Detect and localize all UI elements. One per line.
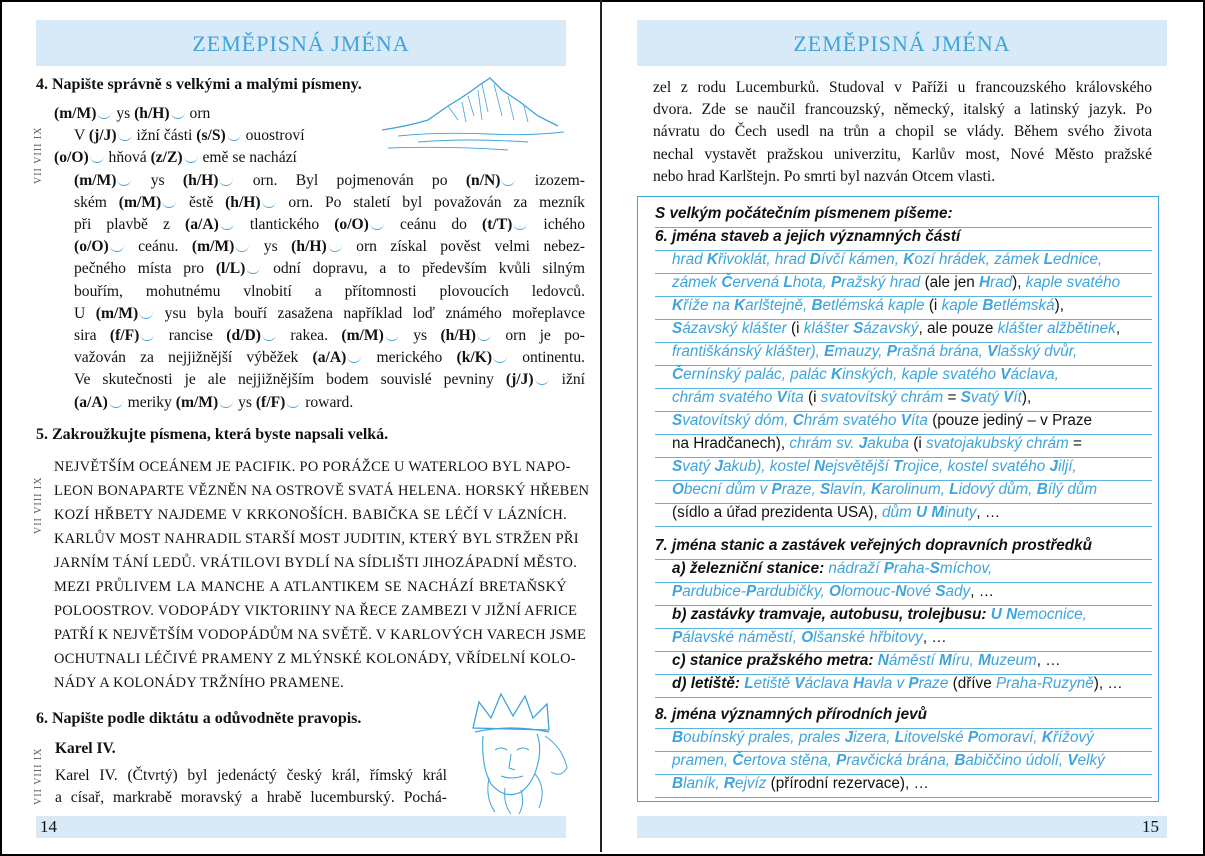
grade-marker-task4: VII VIII IX (33, 126, 44, 184)
rules-line: S velkým počátečním písmenem píšeme: (655, 205, 953, 222)
task4-line: bouřím, mohutnému vlnobití a přítomnosti plovoucích ledovců. (74, 282, 585, 300)
rules-line: Pálavské náměstí, Olšanské hřbitovy, … (672, 629, 947, 646)
rules-line: Obecní dům v Praze, Slavín, Karolinum, Lidový dům, Bílý dům (672, 481, 1098, 498)
task6-text: Karel IV. (Čtvrtý) byl jedenáctý český král, římský král a císař, markrabě moravský a hrabě lucemburský. Pochá- (55, 767, 447, 807)
task5-line: NEJVĚTŠÍM OCEÁNEM JE PACIFIK. PO PORÁŽCE U WATERLOO BYL NAPO- (54, 459, 571, 475)
rules-line: Blaník, Rejvíz (přírodní rezervace), … (672, 775, 929, 792)
rules-line: (sídlo a úřad prezidenta USA), dům U Minuty, … (672, 504, 1001, 521)
task4-line: při plavbě z (a/A) tlantického (o/O) ceánu do (t/T) ichého (74, 216, 585, 233)
page-footer-left (36, 816, 566, 838)
task5-line: PATŘÍ K NEJVĚTŠÍM VODOPÁDŮM NA SVĚTĚ. V KARLOVÝCH VARECH JSME (54, 627, 587, 643)
rules-line: františkánský klášter), Emauzy, Prašná brána, Vlašský dvůr, (672, 343, 1078, 360)
gutter (600, 0, 602, 852)
task5-title: 5. Zakroužkujte písmena, která byste napsali velká. (36, 426, 389, 443)
grade-marker-task5: VII VIII IX (33, 476, 44, 534)
blank-mark (110, 241, 124, 252)
rules-line: na Hradčanech), chrám sv. Jakuba (i svatojakubský chrám = (672, 435, 1082, 452)
task5-text (54, 455, 590, 695)
task6-title: 6. Napište podle diktátu a odůvodněte pravopis. (36, 710, 362, 727)
blank-mark (140, 330, 154, 341)
task6-subtitle: Karel IV. (55, 740, 116, 757)
task4-line: V (j/J) ižní části (s/S) ouostroví (74, 127, 305, 145)
blank-mark (171, 108, 185, 119)
rules-line: zámek Červená Lhota, Pražský hrad (ale jen Hrad), kaple svatého (672, 274, 1121, 291)
rules-line: 7. jména stanic a zastávek veřejných dopravních prostředků (655, 537, 1092, 554)
rules-line: pramen, Čertova stěna, Pravčická brána, Babiččino údolí, Velký (672, 752, 1105, 769)
task4-line: pečného místa pro (l/L) odní dopravu, a to především kvůli silným (74, 260, 585, 278)
task5-line: OCHUTNALI LÉČIVÉ PRAMENY Z MLÝNSKÉ KOLONÁDY, VŘÍDELNÍ KOLO- (54, 651, 576, 667)
rules-line: Sázavský klášter (i klášter Sázavský, ale pouze klášter alžbětinek, (672, 320, 1121, 337)
task5-line: JARNÍM TÁNÍ LEDŮ. VRÁTILOVI BYDLÍ NA SÍDLIŠTI JIHOZÁPADNÍ MĚSTO. (54, 555, 578, 571)
task5-line: LEON BONAPARTE VĚZNĚN NA OSTROVĚ SVATÁ HELENA. HORSKÝ HŘEBEN (54, 483, 590, 499)
rules-line: c) stanice pražského metra: Náměstí Míru, Muzeum, … (672, 652, 1061, 669)
task4-line: sira (f/F) rancise (d/D) rakea. (m/M) ys (h/H) orn je po- (74, 327, 585, 344)
task5-line: NÁDY A KOLONÁDY TRŽNÍHO PRAMENE. (54, 675, 345, 691)
blank-mark (286, 397, 300, 408)
task5-line: KARLŮV MOST NAHRADIL STARŠÍ MOST JUDITIN, KTERÝ BYL STRŽEN PŘI (54, 531, 579, 547)
page-number-right: 15 (1142, 817, 1159, 836)
blank-mark (162, 197, 176, 208)
blank-mark (513, 219, 527, 230)
rules-line: 8. jména významných přírodních jevů (655, 706, 928, 723)
rules-line: hrad Křivoklát, hrad Dívčí kámen, Kozí hrádek, zámek Lednice, (672, 251, 1103, 268)
page-footer-right (637, 816, 1167, 838)
rules-line: Boubínský prales, prales Jizera, Litovelské Pomoraví, Křížový (672, 729, 1094, 746)
ruled-line (655, 697, 1152, 698)
rules-line: b) zastávky tramvaje, autobusu, trolejbusu: U Nemocnice, (672, 606, 1087, 623)
task4-line: ském (m/M) ěstě (h/H) orn. Po staletí byl považován za mezník (74, 193, 585, 211)
page-header-left: ZEMĚPISNÁ JMÉNA (36, 20, 566, 66)
blank-mark (501, 175, 515, 186)
task4-line: (m/M) ys (h/H) orn (54, 105, 211, 122)
task4-line: (m/M) ys (h/H) orn. Byl pojmenován po (n/N) izozem- (74, 171, 585, 189)
rules-line: d) letiště: Letiště Václava Havla v Praze (dříve Praha-Ruzyně), … (672, 675, 1123, 692)
rules-line: Svatý Jakub), kostel Nejsvětější Trojice, kostel svatého Jiljí, (672, 458, 1077, 475)
blank-mark (97, 108, 111, 119)
blank-mark (262, 330, 276, 341)
king-portrait (455, 688, 575, 818)
blank-mark (90, 152, 104, 163)
blank-mark (139, 308, 153, 319)
grade-marker-task6: VII VIII IX (33, 747, 44, 805)
task5-line: MEZI PRŮLIVEM LA MANCHE A ATLANTIKEM SE NACHÁZÍ BRETAŇSKÝ (54, 579, 567, 595)
blank-mark (477, 330, 491, 341)
blank-mark (219, 397, 233, 408)
rules-line: Svatovítský dóm, Chrám svatého Víta (pouze jediný – v Praze (672, 412, 1093, 429)
blank-mark (262, 197, 276, 208)
blank-mark (117, 175, 131, 186)
blank-mark (370, 219, 384, 230)
blank-mark (118, 130, 132, 141)
task4-line: Ve skutečnosti je ale nejjižnějším bodem souvislé pevniny (j/J) ižní (74, 371, 585, 389)
task5-line: POLOOSTROV. VODOPÁDY VIKTORIINY NA ŘECE ZAMBEZI V JIŽNÍ AFRICE (54, 603, 578, 619)
task6-continued: zel z rodu Lucemburků. Studoval v Paříži u francouzského královského dvora. Zde se naučil francouzský, německý, italský a latinský jazyk. Po návratu do Čech usedl na trůn a chopil se vlády. Během svého života nechal vystavět pražskou univerzitu, Karlův most, Nové Město pražské nebo hrad Karlštejn. Po smrti byl nazván Otcem vlasti. (653, 79, 1152, 185)
task5-line: KOZÍ HŘBETY NAJDEME V KRKONOŠÍCH. BABIČKA SE LÉČÍ V LÁZNÍCH. (54, 507, 567, 523)
page-number-left: 14 (40, 817, 57, 836)
rules-line: a) železniční stanice: nádraží Praha-Smíchov, (672, 560, 993, 577)
rules-line: Pardubice-Pardubičky, Olomouc-Nové Sady, … (672, 583, 994, 600)
blank-mark (328, 241, 342, 252)
blank-mark (535, 374, 549, 385)
blank-mark (235, 241, 249, 252)
blank-mark (220, 219, 234, 230)
rules-line: Kříže na Karlštejně, Betlémská kaple (i kaple Betlémská), (672, 297, 1065, 314)
blank-mark (493, 352, 507, 363)
task4-title: 4. Napište správně s velkými a malými písmeny. (36, 76, 362, 93)
blank-mark (385, 330, 399, 341)
mountain-sketch (378, 76, 568, 156)
blank-mark (347, 352, 361, 363)
rules-line: Černínský palác, palác Kinských, kaple svatého Václava, (672, 366, 1059, 383)
task4-line: (a/A) meriky (m/M) ys (f/F) roward. (74, 393, 354, 411)
task4-line: (o/O) hňová (z/Z) emě se nachází (54, 149, 297, 167)
ruled-line (655, 797, 1152, 798)
rules-line: 6. jména staveb a jejich významných částí (655, 228, 961, 245)
blank-mark (184, 152, 198, 163)
page-header-right: ZEMĚPISNÁ JMÉNA (637, 20, 1167, 66)
ruled-line (655, 526, 1152, 527)
blank-mark (246, 263, 260, 274)
task4-line: U (m/M) ysu byla bouří zasažena například loď známého mořeplavce (74, 304, 585, 322)
rules-line: chrám svatého Víta (i svatovítský chrám = Svatý Vít), (672, 389, 1032, 406)
blank-mark (219, 175, 233, 186)
task4-line: (o/O) ceánu. (m/M) ys (h/H) orn získal pověst velmi nebez- (74, 238, 585, 256)
blank-mark (109, 397, 123, 408)
blank-mark (227, 130, 241, 141)
task4-line: važován za nejjižnější výběžek (a/A) merického (k/K) ontinentu. (74, 349, 586, 367)
